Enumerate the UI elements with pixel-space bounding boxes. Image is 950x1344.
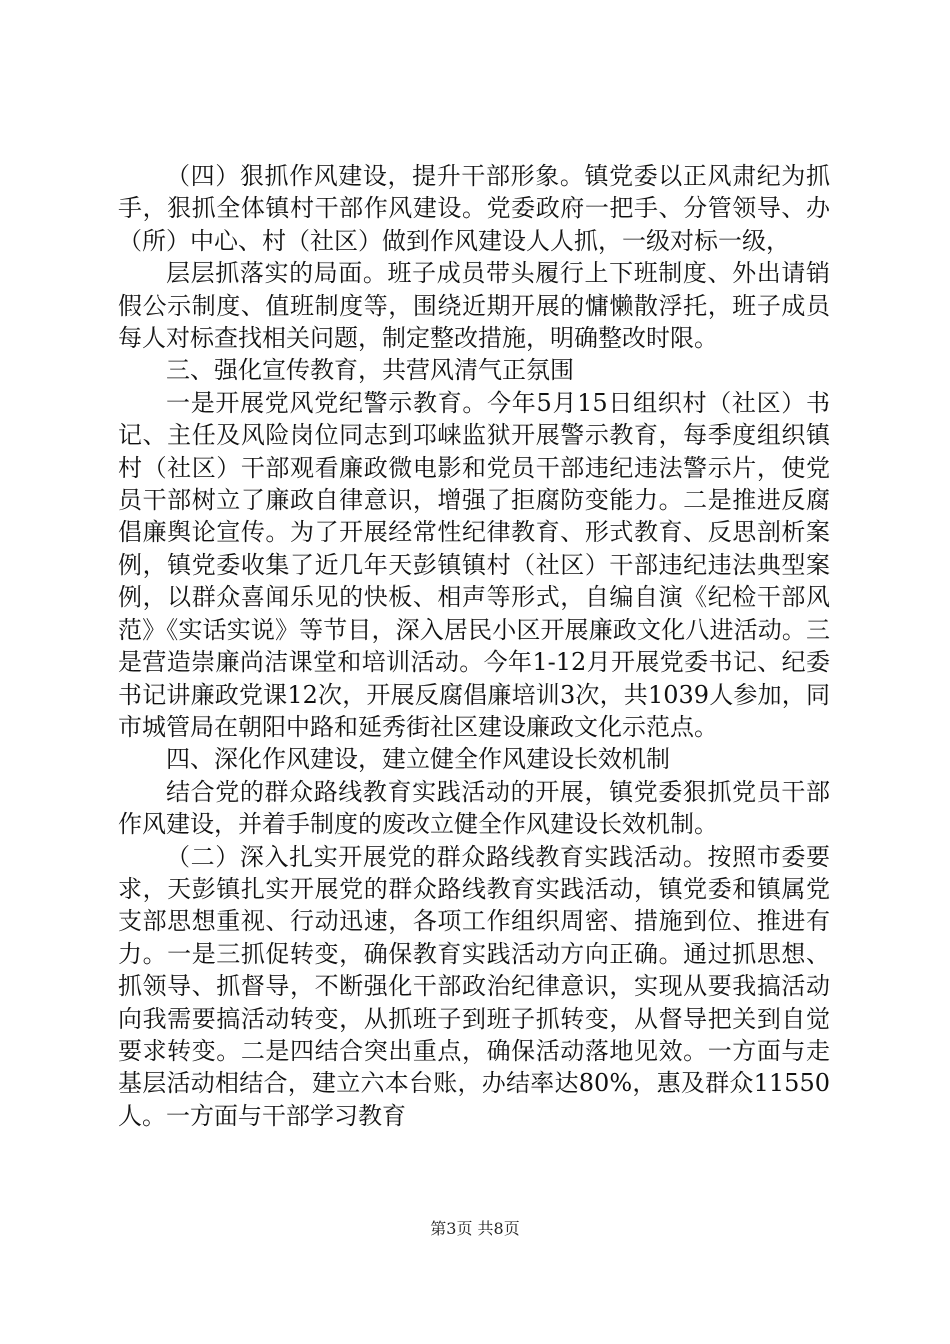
paragraph-mass-line-practice: （二）深入扎实开展党的群众路线教育实践活动。按照市委要求，天彭镇扎实开展党的群众路线教育实践活动，镇党委和镇属党支部思想重视、行动迅速，各项工作组织周密、措施到位、推进有力。一是三抓促转变，确保教育实践活动方向正确。通过抓思想、抓领导、抓督导，不断强化干部政治纪律意识，实现从要我搞活动向我需要搞活动转变，从抓班子到班子抓转变，从督导把关到自觉要求转变。二是四结合突出重点，确保活动落地见效。一方面与走基层活动相结合，建立六本台账，办结率达80%，惠及群众11550人。一方面与干部学习教育	[118, 842, 830, 1130]
paragraph-warning-education: 一是开展党风党纪警示教育。今年5月15日组织村（社区）书记、主任及风险岗位同志到邛崃监狱开展警示教育，每季度组织镇村（社区）干部观看廉政微电影和党员干部违纪违法警示片，使党员干部树立了廉政自律意识，增强了拒腐防变能力。二是推进反腐倡廉舆论宣传。为了开展经常性纪律教育、形式教育、反思剖析案例，镇党委收集了近几年天彭镇镇村（社区）干部违纪违法典型案例，以群众喜闻乐见的快板、相声等形式，自编自演《纪检干部风范》《实话实说》等节目，深入居民小区开展廉政文化八进活动。三是营造崇廉尚洁课堂和培训活动。今年1-12月开展党委书记、纪委书记讲廉政党课12次，开展反腐倡廉培训3次，共1039人参加，同市城管局在朝阳中路和延秀街社区建设廉政文化示范点。	[118, 388, 830, 741]
paragraph-mass-line-intro: 结合党的群众路线教育实践活动的开展，镇党委狠抓党员干部作风建设，并着手制度的废改立健全作风建设长效机制。	[118, 777, 830, 839]
page-number-footer: 第3页 共8页	[430, 1219, 520, 1238]
paragraph-implementation: 层层抓落实的局面。班子成员带头履行上下班制度、外出请销假公示制度、值班制度等，围绕近期开展的慵懒散浮托，班子成员每人对标查找相关问题，制定整改措施，明确整改时限。	[118, 259, 830, 353]
paragraph-style-rectification: （四）狠抓作风建设，提升干部形象。镇党委以正风肃纪为抓手，狠抓全体镇村干部作风建设。党委政府一把手、分管领导、办（所）中心、村（社区）做到作风建设人人抓，一级对标一级，	[118, 162, 830, 255]
section-heading-work-style-mechanism: 四、深化作风建设，建立健全作风建设长效机制	[166, 745, 670, 774]
document-body	[118, 160, 830, 1132]
section-heading-publicity-education: 三、强化宣传教育，共营风清气正氛围	[166, 356, 574, 385]
